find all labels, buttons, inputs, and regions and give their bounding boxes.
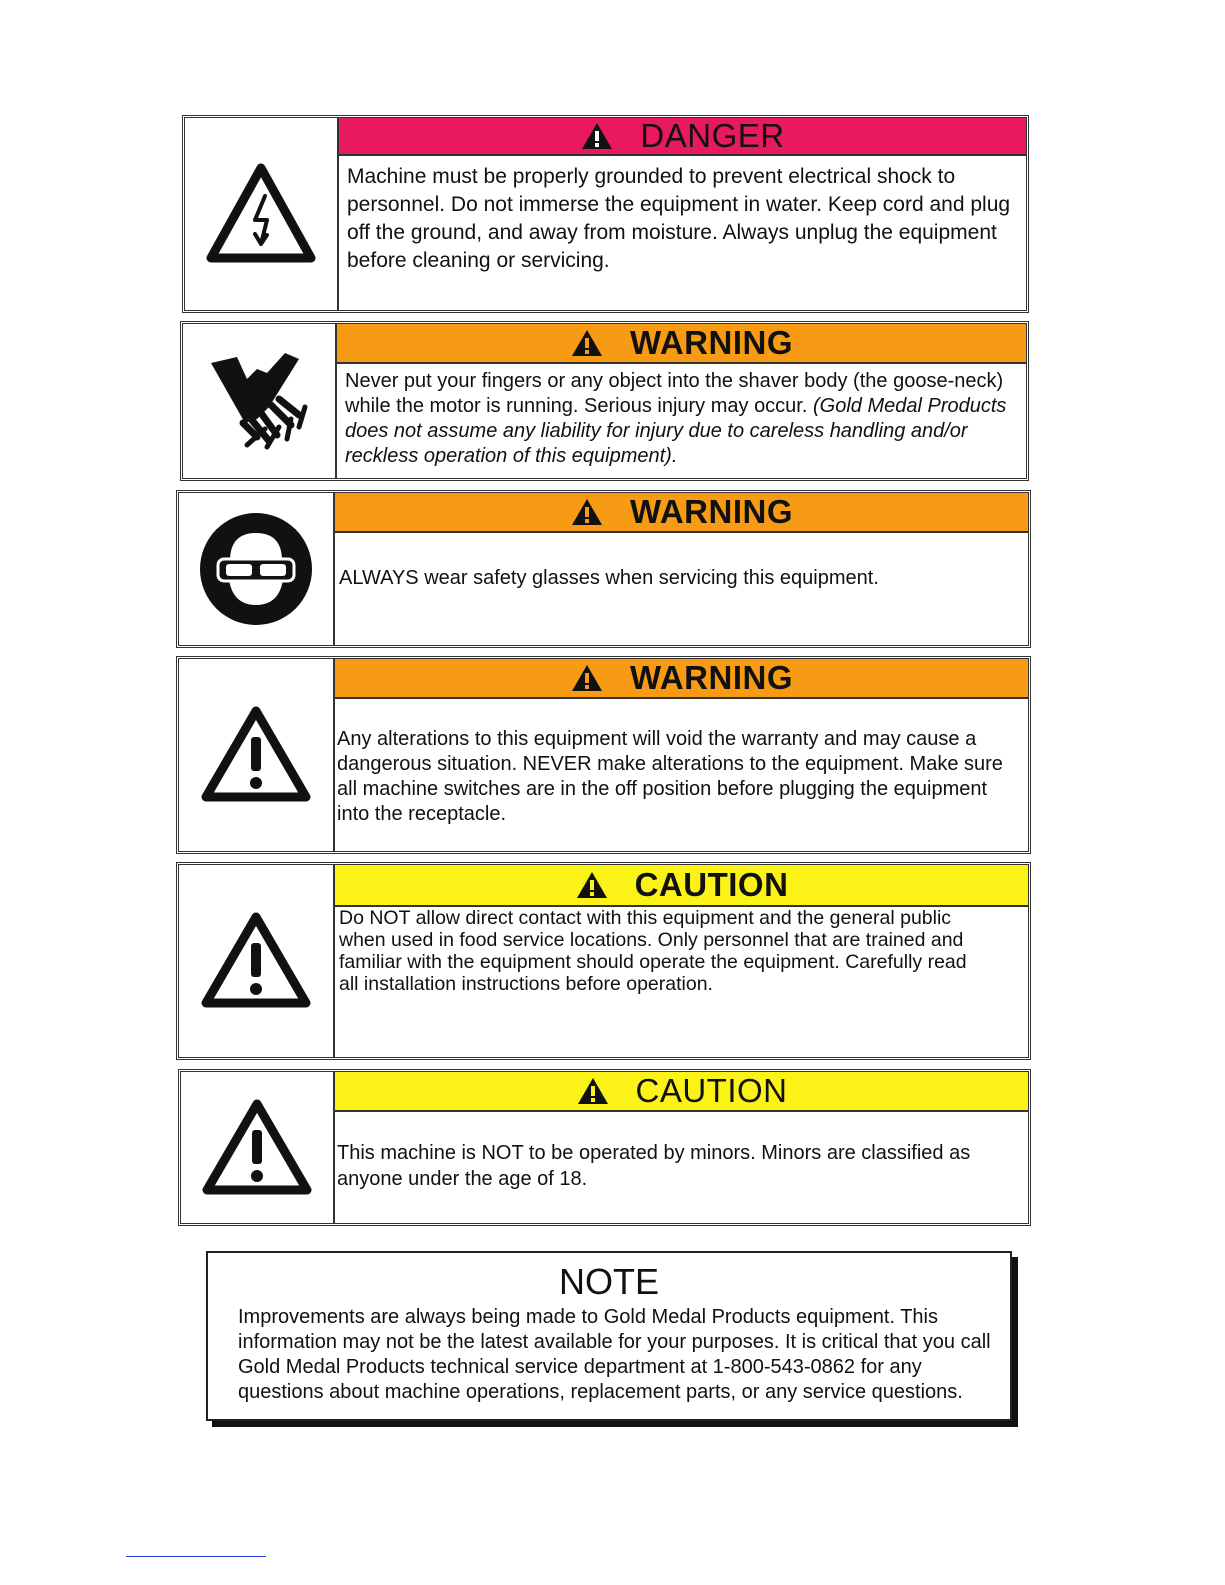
warning-triangle-icon [570,663,604,693]
icon-cell [179,493,335,645]
warning-triangle-icon [576,1076,610,1106]
liability-disclaimer: (Gold Medal Products does not assume any liability for injury due to careless handling and/or reckless operation of this equipment). [345,395,1007,467]
panel-title: WARNING [630,659,793,696]
panel-body: Machine must be properly grounded to prevent electrical shock to personnel. Do not immerse the equipment in water. Keep cord and plug off the ground, and away from moisture. Always unplug the equipment before cleaning or servicing. [347,165,1011,272]
panel-body: This machine is NOT to be operated by minors. Minors are classified as anyone under the age of 18. [337,1142,971,1190]
footer-rule [126,1556,266,1557]
warning-triangle-icon [575,870,609,900]
general-warning-icon [200,705,312,805]
warning-triangle-icon [570,328,604,358]
icon-cell [183,324,337,478]
general-warning-icon [200,911,312,1011]
note-body: Improvements are always being made to Gold Medal Products equipment. This information may not be the latest available for your purposes. It is critical that you call Gold Medal Products technical service department at 1-800-543-0862 for any questions about machine operations, replacement parts, or any service questions. [238,1306,991,1403]
panel-body: Any alterations to this equipment will void the warranty and may cause a dangerous situation. NEVER make alterations to the equipment. Make sure all machine switches are in the off position before plugging the equipment into the receptacle. [337,728,1003,825]
icon-cell [181,1072,335,1223]
warning-panel-safety-glasses [176,490,1031,648]
icon-cell [185,118,339,310]
panel-title: WARNING [630,493,793,530]
panel-body [337,369,1026,469]
caution-panel-minors [178,1069,1031,1226]
danger-panel [182,115,1029,313]
note-box [206,1251,1012,1421]
safety-glasses-icon [198,511,314,627]
panel-body: Do NOT allow direct contact with this equipment and the general public when used in food service locations. Only personnel that are trained and familiar with the equipment should operate the equipment. Carefully read all installation instructions before operation. [339,907,967,995]
general-warning-icon [201,1098,313,1198]
icon-cell [179,865,335,1057]
panel-title: DANGER [640,117,785,154]
note-title: NOTE [558,1261,659,1302]
electrical-shock-icon [205,162,317,266]
panel-title: CAUTION [635,1072,788,1109]
icon-cell [179,659,335,851]
warning-panel-alterations [176,656,1031,854]
warning-panel-hand [180,321,1029,481]
panel-body: ALWAYS wear safety glasses when servicing this equipment. [339,567,879,589]
panel-body-text: Never put your fingers or any object into the shaver body (the goose-neck) while the motor is running. Serious injury may occur. [345,370,1004,417]
panel-title: CAUTION [634,866,789,903]
hand-cut-hazard-icon [207,349,311,453]
warning-triangle-icon [570,497,604,527]
panel-title: WARNING [630,324,793,361]
warning-triangle-icon [580,121,614,151]
caution-panel-public [176,862,1031,1060]
